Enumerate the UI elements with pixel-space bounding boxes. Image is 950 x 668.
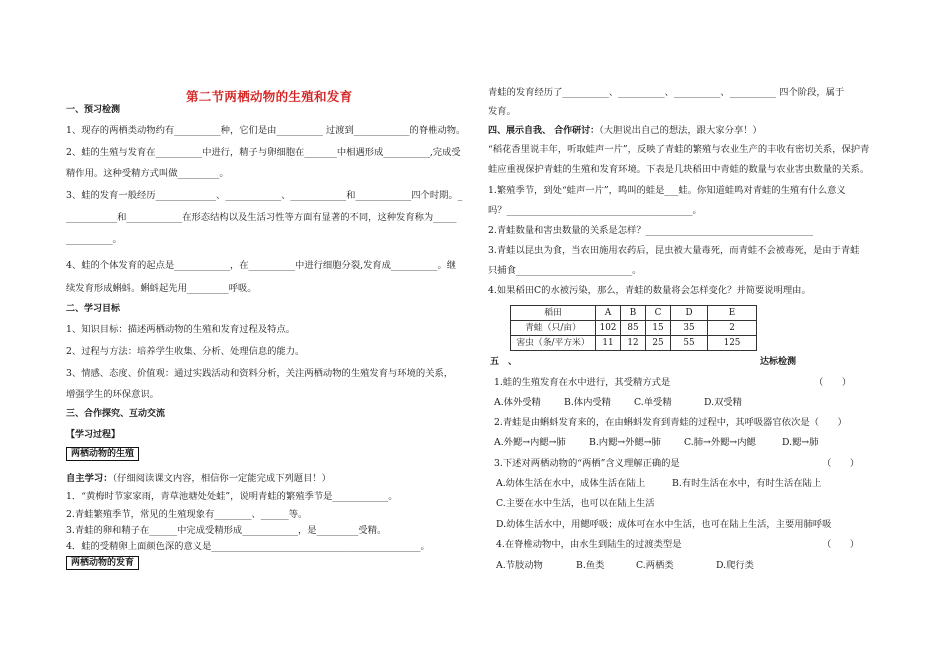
table-cell: 11 [596,336,621,351]
table-header-cell: 稻田 [511,306,596,321]
option: B.鱼类 [576,560,605,571]
test-question-2-options [494,436,818,449]
table-header-cell: B [621,306,646,321]
discussion-question-2: 2.青蛙数量和害虫数量的关系是怎样？____________________________________ [488,225,813,236]
reproduction-box-label: 两栖动物的生殖 [66,447,139,461]
preview-question-4-cont: 续发育形成蝌蚪。蝌蚪起先用_________呼吸。 [66,283,257,294]
goal-2: 2、过程与方法：培养学生收集、分析、处理信息的能力。 [66,346,305,357]
frog-pest-table [510,305,757,351]
self-study-label: 自主学习： [66,473,113,484]
option: D.幼体生活水中，用鳃呼吸；成体可在水中生活，也可在陆上生活，主要用肺呼吸 [496,519,832,530]
discussion-text: （大胆说出自己的想法，跟大家分享！） [599,125,762,136]
preview-question-3-end: __________。 [66,234,122,245]
self-study-question-1: 1．“黄梅时节家家雨，青草池塘处处蛙”，说明青蛙的繁殖季节是____________。 [66,491,398,502]
option: D.爬行类 [716,560,754,571]
section-heading-goals: 二、学习目标 [66,304,121,314]
option: D.双受精 [704,397,742,408]
option: C.两栖类 [636,560,674,571]
development-box-label: 两栖动物的发育 [66,556,139,570]
preview-question-3: 3、蛙的发育一般经历_____________、____________、____________和____________四个时期。_ [66,190,463,201]
option: B.有时生活在水中，有时生活在陆上 [672,478,822,489]
goal-3: 3、情感、态度、价值观：通过实践活动和资料分析，关注两栖动物的生殖发育与环境的关系， [66,368,454,379]
option: C.肺→外鳃→内鳃 [684,437,756,448]
test-question-4-paren: （ ） [822,539,860,550]
self-study-question-2: 2.青蛙繁殖季节，常见的生殖现象有________、______等。 [66,509,308,520]
discussion-question-1: 1.繁殖季节，到处“蛙声一片”，鸣叫的蛙是___蛙。你知道蛙鸣对青蛙的生殖有什么意义 [488,185,846,196]
goal-1: 1、知识目标：描述两栖动物的生殖和发育过程及特点。 [66,324,296,335]
test-question-3: 3.下述对两栖动物的“两栖”含义理解正确的是 [494,458,680,469]
preview-question-4: 4、蛙的个体发育的起点是____________，在__________中进行细胞分裂,发育成__________。继 [66,260,457,271]
table-header-cell: C [646,306,671,321]
discussion-question-3: 3.青蛙以昆虫为食，当农田施用农药后，昆虫被大量毒死，而青蛙不会被毒死，是由于青蛙 [488,245,860,256]
section-heading-preview: 一、预习检测 [66,105,121,115]
table-header-cell: A [596,306,621,321]
table-row [511,336,757,351]
self-study-line [66,472,331,485]
section-heading-assessment: 达标检测 [760,357,797,367]
option: B.内鳃→外鳃→肺 [589,437,661,448]
goal-3-cont: 增强学生的环保意识。 [66,389,159,400]
development-stages-question: 青蛙的发育经历了__________、__________、__________、__________ 四个阶段，属于 [488,87,845,98]
test-question-4-options [496,559,754,572]
option: A.外鳃→内鳃→肺 [494,437,566,448]
table-cell: 15 [646,321,671,336]
option: C.单受精 [634,397,672,408]
learning-process-label: 【学习过程】 [66,430,121,440]
preview-question-3-cont: ___________和____________在形态结构以及生活习性等方面有显著的不同，这种发育称为_____ [66,212,457,223]
preview-question-1: 1、现存的两栖类动物约有__________种，它们是由__________ 过渡到____________的脊椎动物。 [66,125,466,136]
table-cell: 35 [671,321,708,336]
table-header-cell: E [708,306,757,321]
self-study-text: （仔细阅读课文内容，相信你一定能完成下列题目！） [112,473,331,484]
option: D.鳃→肺 [782,437,819,448]
discussion-question-4: 4.如果稻田C的水被污染，那么，青蛙的数量将会怎样变化？并简要说明理由。 [488,285,811,296]
test-question-3-paren: （ ） [822,458,860,469]
table-cell: 85 [621,321,646,336]
table-cell: 害虫（条/平方米） [511,336,596,351]
table-row [511,321,757,336]
option: C.主要在水中生活，也可以在陆上生活 [496,498,655,509]
table-header-cell: D [671,306,708,321]
section-number-assessment: 五 、 [490,357,518,367]
table-cell: 125 [708,336,757,351]
test-question-2: 2.青蛙是由蝌蚪发育来的，在由蝌蚪发育到青蛙的过程中，其呼吸器官依次是（ ） [494,417,847,428]
section-heading-explore: 三、合作探究、互动交流 [66,409,166,419]
option: A.节肢动物 [496,560,543,571]
table-cell: 青蛙（只/亩） [511,321,596,336]
self-study-question-3: 3.青蛙的卵和精子在______中完成受精形成____________，是_________受精。 [66,525,387,536]
table-header-row [511,306,757,321]
section-heading-discussion [488,124,762,138]
preview-question-2-cont: 精作用。这种受精方式叫做_________。 [66,168,229,179]
table-cell: 102 [596,321,621,336]
option: B.体内受精 [564,397,611,408]
discussion-question-3-cont: 只捕食_________________________。 [488,265,642,276]
preview-question-2: 2、蛙的生殖与发育在__________中进行，精子与卵细胞在_______中相遇形成__________,完成受 [66,147,461,158]
discussion-label: 四、展示自我、 合作研讨： [488,126,600,136]
option: A.体外受精 [494,397,541,408]
development-stages-question-cont: 发育。 [488,106,516,117]
table-cell: 12 [621,336,646,351]
table-cell: 25 [646,336,671,351]
option: A.幼体生活在水中，成体生活在陆上 [496,478,646,489]
test-question-4: 4.在脊椎动物中，由水生到陆生的过渡类型是 [496,539,682,550]
table-cell: 2 [708,321,757,336]
passage-line-1: “稻花香里说丰年，听取蛙声一片”，反映了青蛙的繁殖与农业生产的丰收有密切关系，保护青 [488,144,870,155]
self-study-question-4: 4．蛙的受精卵上面颜色深的意义是_____________________________________________。 [66,541,430,552]
page-title: 第二节两栖动物的生殖和发育 [186,89,353,104]
table-cell: 55 [671,336,708,351]
test-question-1-paren: （ ） [814,377,852,388]
discussion-question-1-cont: 吗？________________________________________。 [488,205,702,216]
test-question-1-options [494,396,742,409]
passage-line-2: 蛙应重视保护青蛙的生殖和发育环境。下表是几块稻田中青蛙的数量与农业害虫数量的关系。 [488,164,870,175]
test-question-1: 1.蛙的生殖发育在水中进行，其受精方式是 [494,377,671,388]
